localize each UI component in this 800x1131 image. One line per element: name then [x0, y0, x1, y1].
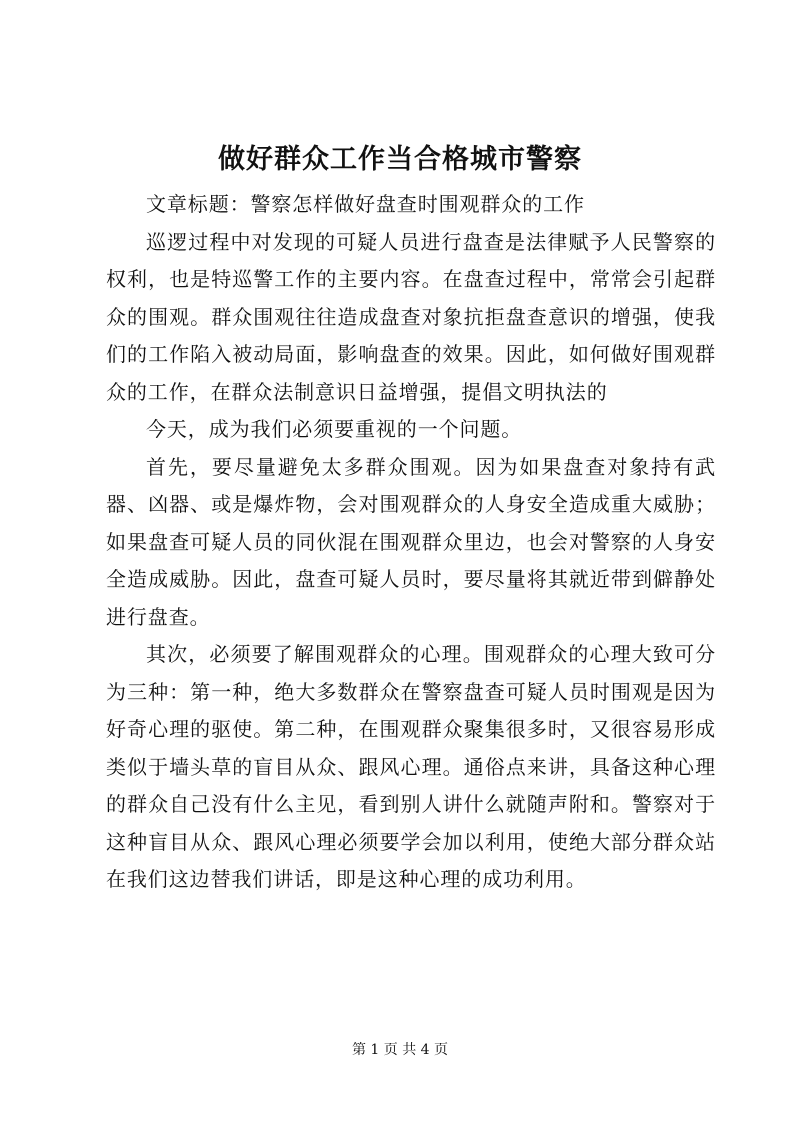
- paragraph-second: 其次，必须要了解围观群众的心理。围观群众的心理大致可分为三种：第一种，绝大多数群众在警察盘查可疑人员时围观是因为好奇心理的驱使。第二种，在围观群众聚集很多时，又很容易形成类似于墙头草的盲目从众、跟风心理。通俗点来讲，具备这种心理的群众自己没有什么主见，看到别人讲什么就随声附和。警察对于这种盲目从众、跟风心理必须要学会加以利用，使绝大部分群众站在我们这边替我们讲话，即是这种心理的成功利用。: [106, 642, 716, 891]
- paragraph-intro: 巡逻过程中对发现的可疑人员进行盘查是法律赋予人民警察的权利，也是特巡警工作的主要内容。在盘查过程中，常常会引起群众的围观。群众围观往往造成盘查对象抗拒盘查意识的增强，使我们的工作陷入被动局面，影响盘查的效果。因此，如何做好围观群众的工作，在群众法制意识日益增强，提倡文明执法的: [106, 229, 716, 404]
- paragraph-today: 今天，成为我们必须要重视的一个问题。: [146, 417, 523, 441]
- paragraph-article-title: 文章标题：警察怎样做好盘查时围观群众的工作: [146, 192, 585, 216]
- document-body: [106, 186, 716, 899]
- page-footer: 第 1 页 共 4 页: [351, 1042, 449, 1058]
- document-title: 做好群众工作当合格城市警察: [218, 144, 582, 175]
- paragraph-first: 首先，要尽量避免太多群众围观。因为如果盘查对象持有武器、凶器、或是爆炸物，会对围观群众的人身安全造成重大威胁；如果盘查可疑人员的同伙混在围观群众里边，也会对警察的人身安全造成威胁。因此，盘查可疑人员时，要尽量将其就近带到僻静处进行盘查。: [106, 454, 716, 629]
